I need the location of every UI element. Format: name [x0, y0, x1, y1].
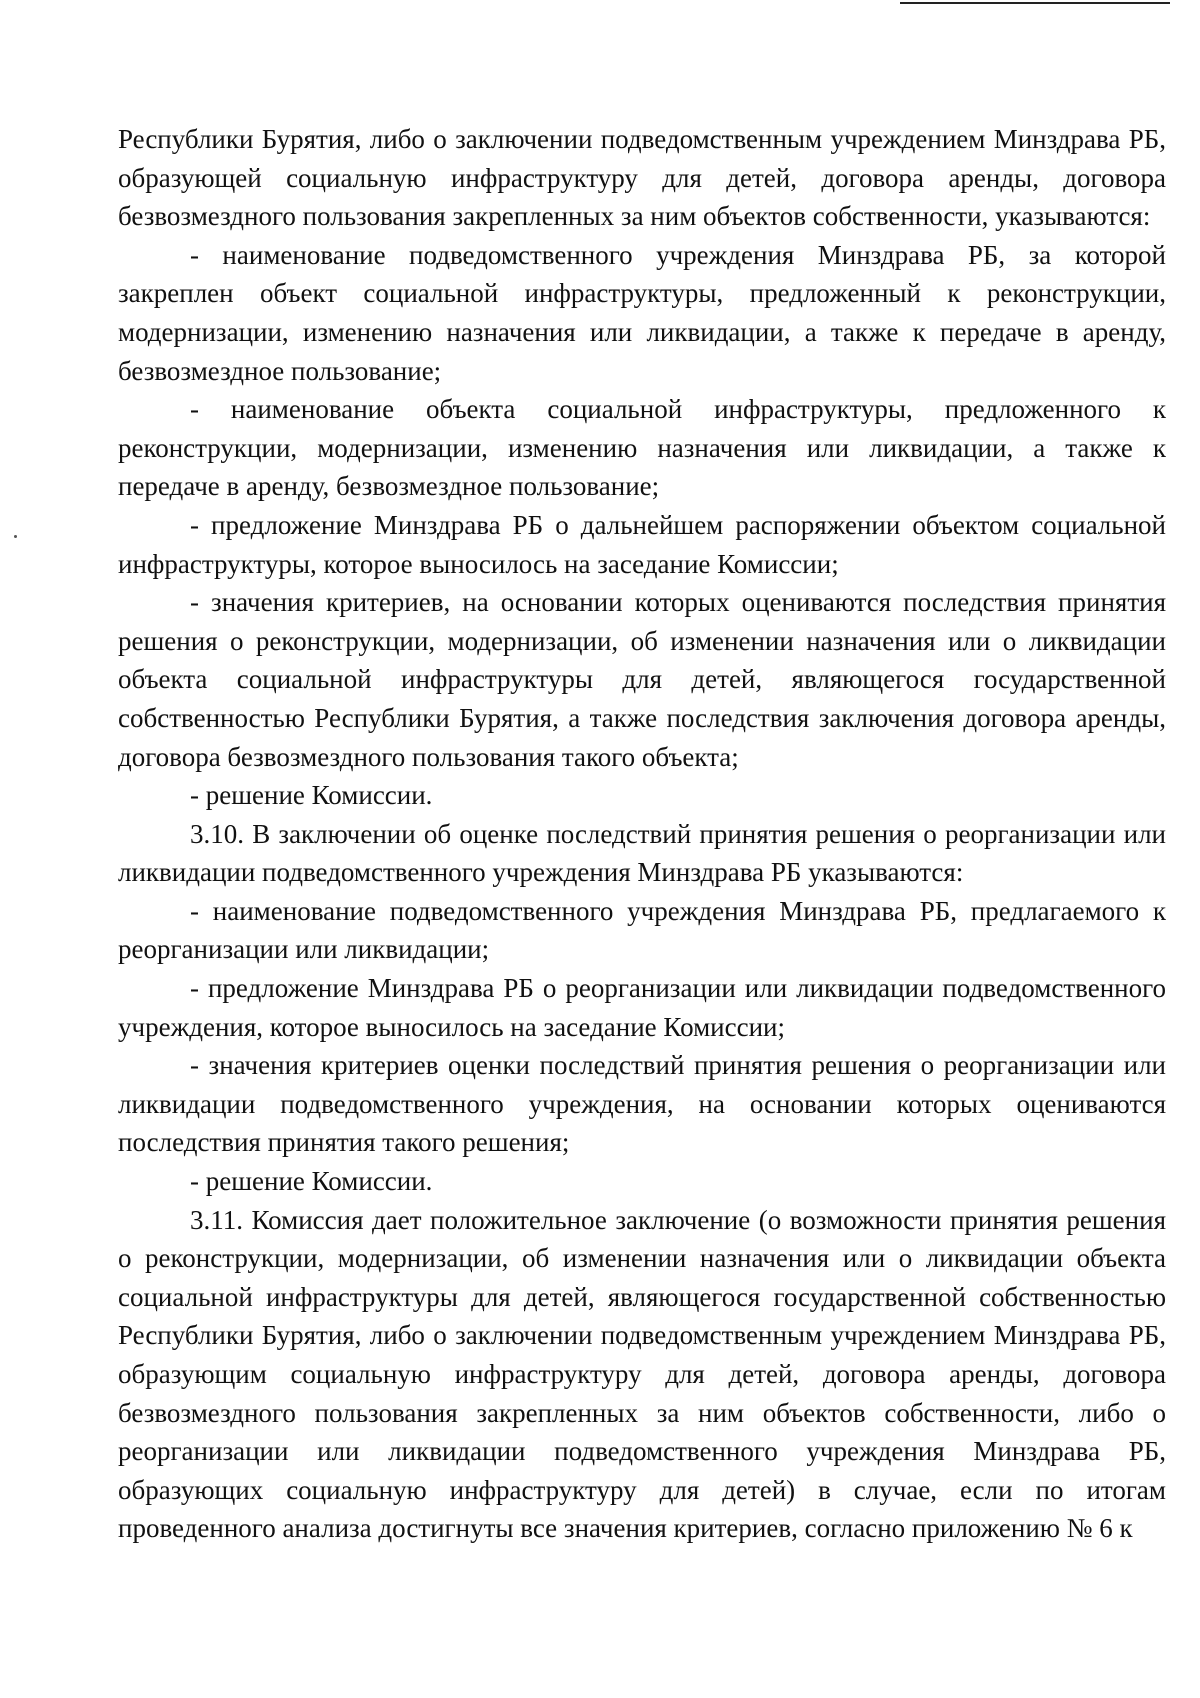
list-item-reorg-decision: - решение Комиссии.: [190, 1166, 433, 1197]
paragraph-continuation: Республики Бурятия, либо о заключении подведомственным учреждением Минздрава РБ, образующей социальную инфраструктуру для детей, договора аренды, договора безвозмездного пользования закрепленных за ним объектов собственности, указываются:: [118, 124, 1166, 232]
clause-3-11: 3.11. Комиссия дает положительное заключение (о возможности принятия решения о реконструкции, модернизации, об изменении назначения или о ликвидации объекта социальной инфраструктуры для детей, являющегося государственной собственностью Республики Бурятия, либо о заключении подведомственным учреждением Минздрава РБ, образующим социальную инфраструктуру для детей, договора аренды, договора безвозмездного пользования закрепленных за ним объектов собственности, либо о реорганизации или ликвидации подведомственного учреждения Минздрава РБ, образующих социальную инфраструктуру для детей) в случае, если по итогам проведенного анализа достигнуты все значения критериев, согласно приложению № 6 к: [118, 1204, 1166, 1544]
clause-3-10: 3.10. В заключении об оценке последствий принятия решения о реорганизации или ликвидации подведомственного учреждения Минздрава РБ указываются:: [118, 818, 1166, 888]
list-item-object-name: - наименование объекта социальной инфраструктуры, предложенного к реконструкции, модернизации, изменению назначения или ликвидации, а также к передаче в аренду, безвозмездное пользование;: [118, 394, 1166, 502]
document-body: [118, 120, 1166, 1548]
list-item-reorg-proposal: - предложение Минздрава РБ о реорганизации или ликвидации подведомственного учреждения, которое выносилось на заседание Комиссии;: [118, 973, 1166, 1042]
top-rule-line: [900, 2, 1170, 4]
list-item-reorg-criteria: - значения критериев оценки последствий принятия решения о реорганизации или ликвидации подведомственного учреждения, на основании которых оцениваются последствия принятия такого решения;: [118, 1050, 1166, 1158]
list-item-ministry-proposal: - предложение Минздрава РБ о дальнейшем распоряжении объектом социальной инфраструктуры, которое выносилось на заседание Комиссии;: [118, 509, 1166, 579]
margin-mark: [14, 535, 17, 538]
list-item-reorg-institution-name: - наименование подведомственного учреждения Минздрава РБ, предлагаемого к реорганизации или ликвидации;: [118, 895, 1166, 965]
list-item-institution-name: - наименование подведомственного учреждения Минздрава РБ, за которой закреплен объект социальной инфраструктуры, предложенный к реконструкции, модернизации, изменению назначения или ликвидации, а также к передаче в аренду, безвозмездное пользование;: [118, 239, 1166, 386]
list-item-criteria-values: - значения критериев, на основании которых оцениваются последствия принятия решения о реконструкции, модернизации, об изменении назначения или о ликвидации объекта социальной инфраструктуры для детей, являющегося государственной собственностью Республики Бурятия, а также последствия заключения договора аренды, договора безвозмездного пользования такого объекта;: [118, 587, 1166, 772]
list-item-commission-decision: - решение Комиссии.: [190, 780, 433, 811]
